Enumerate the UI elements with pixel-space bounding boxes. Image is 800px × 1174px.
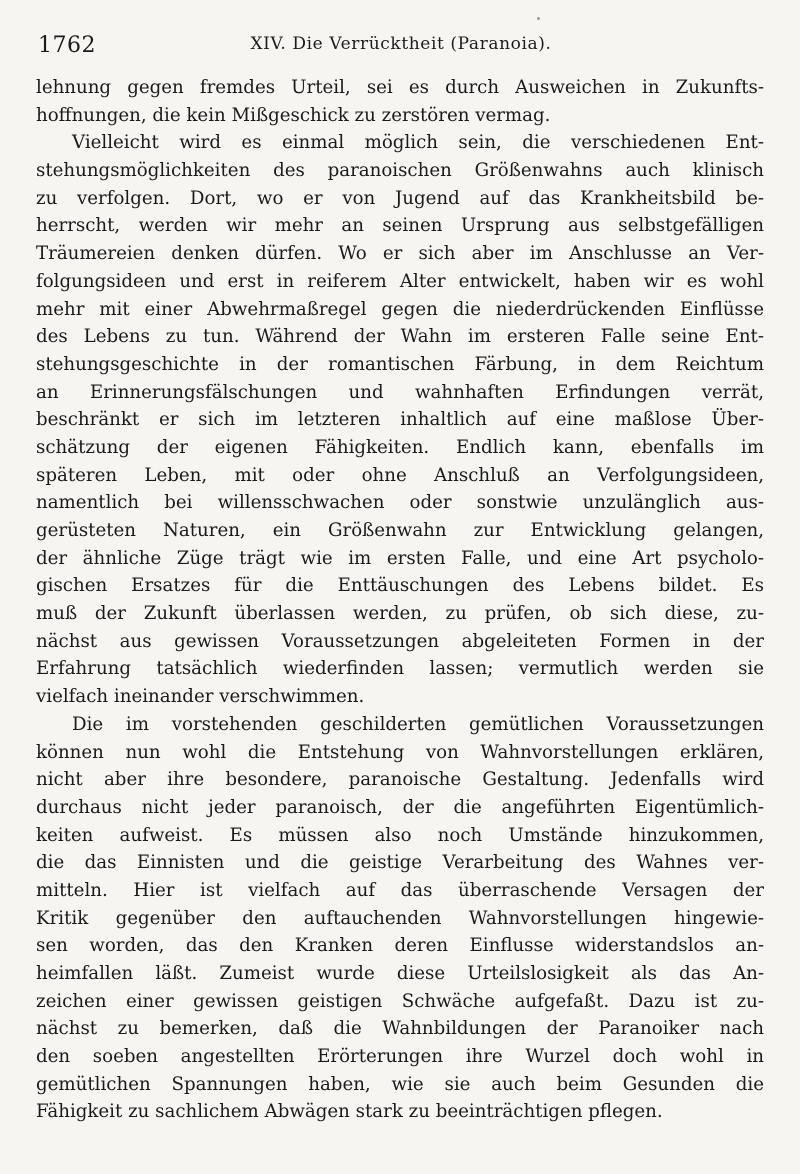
text-line: heimfallen läßt. Zumeist wurde diese Urteilslosigkeit als das An- — [36, 963, 764, 984]
text-line: herrscht, werden wir mehr an seinen Ursprung aus selbstgefälligen — [36, 215, 764, 237]
text-line: sen worden, das den Kranken deren Einflusse widerstandslos an- — [36, 935, 764, 957]
text-line: nächst aus gewissen Voraussetzungen abgeleiteten Formen in der — [36, 630, 764, 652]
text-line: den soeben angestellten Erörterungen ihre Wurzel doch wohl in — [36, 1046, 764, 1068]
text-line: an Erinnerungsfälschungen und wahnhaften Erfindungen verrät, — [36, 381, 764, 403]
text-line: muß der Zukunft überlassen werden, zu prüfen, ob sich diese, zu- — [36, 603, 764, 625]
text-line: nächst zu bemerken, daß die Wahnbildungen der Paranoiker nach — [36, 1018, 764, 1040]
text-line: mitteln. Hier ist vielfach auf das überraschende Versagen der — [36, 879, 764, 901]
body-text — [36, 74, 764, 1126]
text-line: die das Einnisten und die geistige Verarbeitung des Wahnes ver- — [36, 852, 764, 874]
text-line: stehungsmöglichkeiten des paranoischen Größenwahns auch klinisch — [36, 160, 764, 182]
text-line: schätzung der eigenen Fähigkeiten. Endlich kann, ebenfalls im — [36, 436, 764, 458]
text-line: Fähigkeit zu sachlichem Abwägen stark zu beeinträchtigen pflegen. — [36, 1101, 663, 1123]
text-line: namentlich bei willensschwachen oder sonstwie unzulänglich aus- — [36, 492, 764, 514]
text-line: lehnung gegen fremdes Urteil, sei es durch Ausweichen in Zukunfts- — [36, 77, 764, 98]
text-line: Die im vorstehenden geschilderten gemütlichen Voraussetzungen — [72, 713, 764, 735]
text-line: gischen Ersatzes für die Enttäuschungen des Lebens bildet. Es — [36, 575, 764, 597]
text-line: Erfahrung tatsächlich wiederfinden lassen; vermutlich werden sie — [36, 658, 764, 680]
print-speck — [537, 17, 540, 20]
text-line: gemütlichen Spannungen haben, wie sie auch beim Gesunden die — [36, 1073, 764, 1095]
text-line: zu verfolgen. Dort, wo er von Jugend auf das Krankheitsbild be- — [36, 187, 764, 209]
text-line: zeichen einer gewissen geistigen Schwäche aufgefaßt. Dazu ist zu- — [36, 990, 764, 1012]
running-header — [38, 30, 764, 60]
text-line: hoffnungen, die kein Mißgeschick zu zerstören vermag. — [36, 104, 551, 126]
text-line: stehungsgeschichte in der romantischen Färbung, in dem Reichtum — [36, 353, 764, 375]
text-line: vielfach ineinander verschwimmen. — [36, 686, 365, 708]
text-line: späteren Leben, mit oder ohne Anschluß an Verfolgungsideen, — [36, 464, 764, 486]
text-line: Vielleicht wird es einmal möglich sein, die verschiedenen Ent- — [72, 132, 764, 154]
page-number: 1762 — [38, 33, 96, 58]
text-line: keiten aufweist. Es müssen also noch Umstände hinzukommen, — [36, 824, 764, 846]
text-line: folgungsideen und erst in reiferem Alter entwickelt, haben wir es wohl — [36, 270, 764, 292]
text-line: durchaus nicht jeder paranoisch, der die angeführten Eigentümlich- — [36, 796, 764, 818]
text-line: Träumereien denken dürfen. Wo er sich aber im Anschlusse an Ver- — [36, 243, 764, 265]
text-line: können nun wohl die Entstehung von Wahnvorstellungen erklären, — [36, 741, 764, 763]
chapter-title: XIV. Die Verrücktheit (Paranoia). — [250, 34, 552, 54]
text-line: des Lebens zu tun. Während der Wahn im ersteren Falle seine Ent- — [36, 326, 764, 348]
text-line: Kritik gegenüber den auftauchenden Wahnvorstellungen hingewie- — [36, 907, 764, 929]
text-line: gerüsteten Naturen, ein Größenwahn zur Entwicklung gelangen, — [36, 520, 764, 541]
text-line: nicht aber ihre besondere, paranoische Gestaltung. Jedenfalls wird — [36, 769, 764, 791]
text-line: der ähnliche Züge trägt wie im ersten Falle, und eine Art psycholo- — [36, 547, 764, 569]
text-line: beschränkt er sich im letzteren inhaltlich auf eine maßlose Über- — [36, 409, 764, 431]
text-line: mehr mit einer Abwehrmaßregel gegen die niederdrückenden Einflüsse — [36, 298, 764, 320]
